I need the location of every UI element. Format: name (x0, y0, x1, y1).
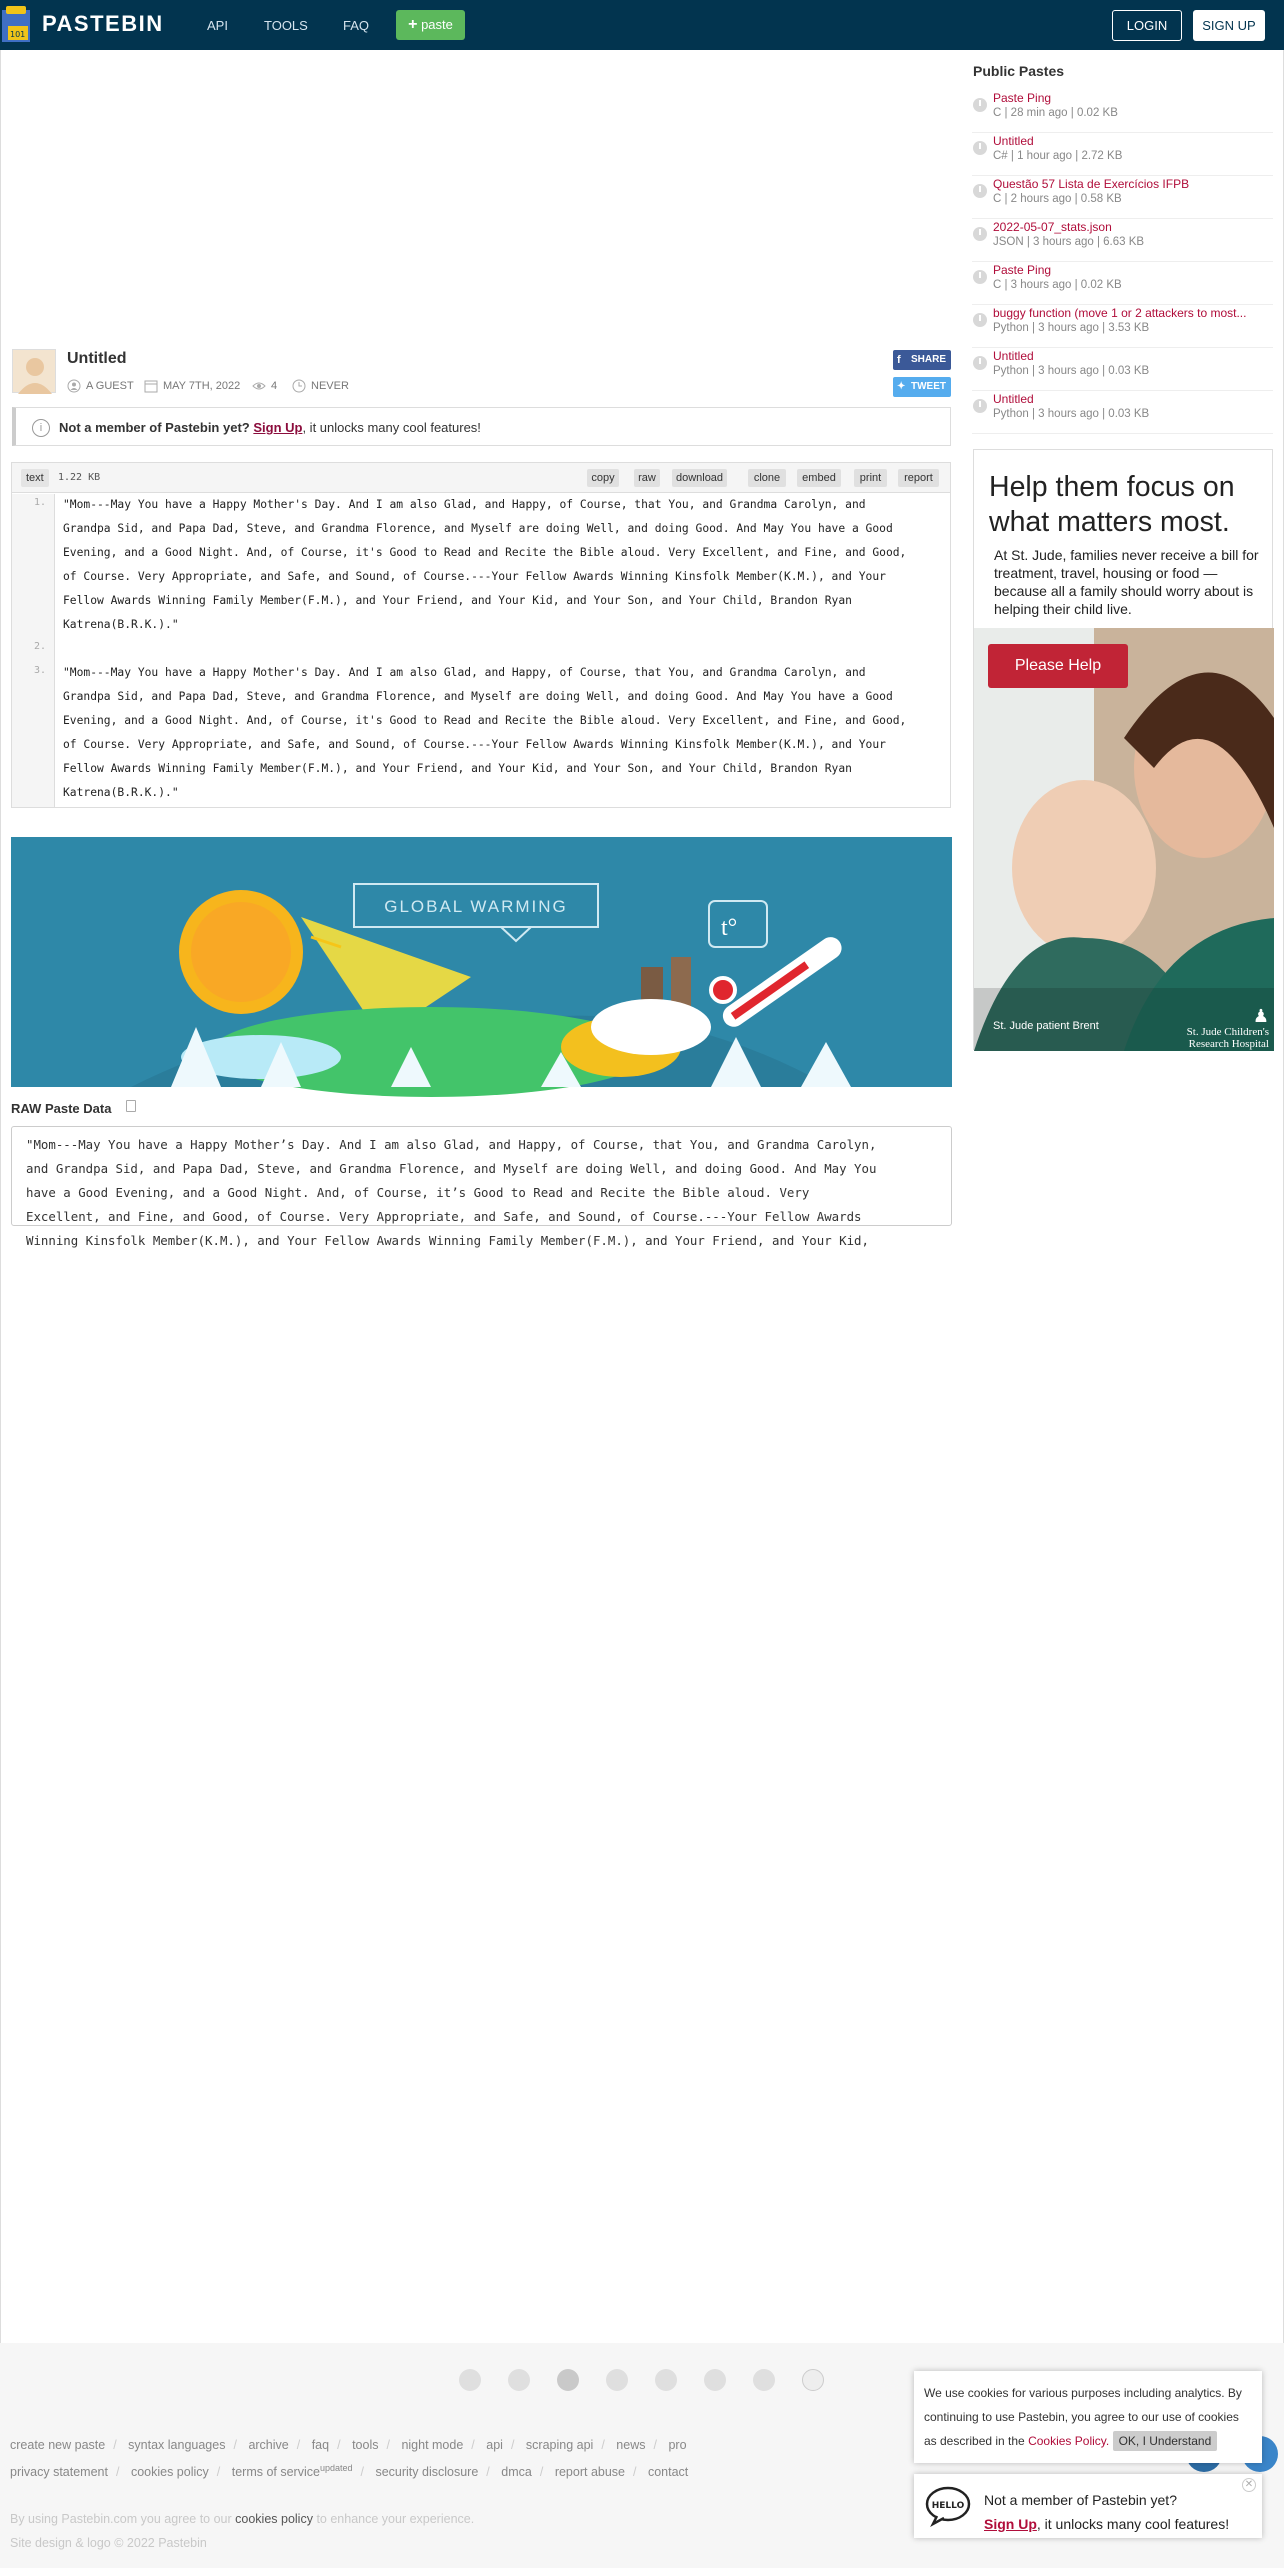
info-icon: i (32, 419, 50, 437)
footer-link[interactable]: news (616, 2438, 646, 2452)
meta-expire (292, 379, 349, 393)
clock-icon (973, 356, 987, 370)
public-paste-item[interactable] (972, 305, 1273, 348)
android-icon[interactable] (655, 2369, 677, 2391)
facebook-icon: f (897, 354, 901, 366)
st-jude-child-icon: ♟ (1252, 1006, 1269, 1026)
twitter-tweet-button[interactable] (893, 377, 951, 397)
facebook-share-button[interactable] (893, 350, 951, 370)
public-paste-item[interactable] (972, 262, 1273, 305)
nav-tools[interactable]: TOOLS (264, 18, 308, 33)
notice-rest: , it unlocks many cool features! (302, 420, 481, 435)
footer-link[interactable]: dmca (501, 2465, 532, 2480)
meta-author (67, 379, 134, 393)
svg-text:101: 101 (10, 30, 26, 39)
signup-button[interactable]: SIGN UP (1193, 10, 1265, 41)
footer-link[interactable]: privacy statement (10, 2465, 108, 2480)
public-paste-item[interactable] (972, 176, 1273, 219)
new-paste-button[interactable] (396, 10, 465, 40)
cookie-consent-popup (914, 2371, 1262, 2463)
share-label: SHARE (910, 354, 946, 365)
cookies-policy-link[interactable]: cookies policy (235, 2512, 313, 2526)
paste-button-label: paste (421, 17, 453, 32)
chrome-icon[interactable] (459, 2369, 481, 2391)
code-text: Katrena(B.R.K.)." (63, 618, 179, 631)
meta-date (144, 379, 240, 393)
embed-button[interactable]: embed (797, 469, 841, 487)
raw-line: "Mom---May You have a Happy Mother’s Day. And I am also Glad, and Happy, of Course, that You, and Grandma Carolyn, (26, 1137, 877, 1152)
promo-signup-link[interactable]: Sign Up (984, 2516, 1037, 2532)
raw-line: Excellent, and Fine, and Good, of Course. Very Appropriate, and Safe, and Sound, of Course.---Your Fellow Awards (26, 1209, 862, 1224)
notice-text (59, 420, 481, 435)
footer-copyright: Site design & logo © 2022 Pastebin (10, 2536, 207, 2550)
public-paste-meta: C | 2 hours ago | 0.58 KB (993, 193, 1122, 205)
logo-text[interactable]: PASTEBIN (42, 11, 164, 36)
ad-photo (974, 628, 1274, 1051)
global-warming-banner[interactable] (11, 837, 952, 1087)
promo-title: Not a member of Pastebin yet? (984, 2492, 1177, 2508)
footer-link[interactable]: cookies policy (130, 2465, 209, 2480)
code-text: Grandpa Sid, and Papa Dad, Steve, and Grandma Florence, and Myself are doing Well, and doing Good. And May You have a Good (63, 522, 893, 535)
code-text: "Mom---May You have a Happy Mother's Day. And I am also Glad, and Happy, of Course, that You, and Grandma Carolyn, and (63, 666, 866, 679)
public-paste-meta: C | 28 min ago | 0.02 KB (993, 107, 1118, 119)
global-warming-illustration (11, 837, 952, 1087)
user-icon (67, 379, 81, 393)
calendar-icon (144, 379, 158, 393)
report-button[interactable]: report (898, 469, 939, 487)
footer-link[interactable]: faq (311, 2438, 330, 2452)
author-name[interactable]: A GUEST (86, 380, 134, 392)
line-number: 3. (33, 665, 46, 676)
expire-value: NEVER (311, 380, 349, 392)
public-paste-meta: Python | 3 hours ago | 3.53 KB (993, 322, 1150, 334)
footer-link[interactable]: archive (248, 2438, 289, 2452)
raw-button[interactable]: raw (634, 469, 660, 487)
code-viewer (11, 462, 951, 808)
paste-title: Untitled (67, 350, 127, 367)
thermo-label: t° (721, 915, 738, 941)
code-text: "Mom---May You have a Happy Mother's Day. And I am also Glad, and Happy, of Course, that You, and Grandma Carolyn, and (63, 498, 866, 511)
clock-icon (973, 98, 987, 112)
raw-paste-textarea[interactable] (11, 1126, 952, 1248)
paste-size: 1.22 KB (58, 472, 101, 483)
raw-line: Winning Kinsfolk Member(K.M.), and Your Fellow Awards Winning Family Member(F.M.), and Your Friend, and Your Kid, (26, 1233, 869, 1248)
appstore-icon[interactable] (704, 2369, 726, 2391)
code-text: Evening, and a Good Night. And, of Course, it's Good to Read and Recite the Bible aloud. Very Excellent, and Fine, and Good, (63, 546, 907, 559)
public-paste-name[interactable]: Untitled (993, 134, 1034, 148)
footer-link[interactable]: contact (647, 2465, 689, 2480)
code-text: Katrena(B.R.K.)." (63, 786, 179, 799)
clock-icon (973, 141, 987, 155)
line-gutter (12, 494, 55, 807)
code-text: Fellow Awards Winning Family Member(F.M.), and Your Friend, and Your Kid, and Your Son, and Your Child, Brandon Ryan (63, 762, 852, 775)
code-text: Fellow Awards Winning Family Member(F.M.), and Your Friend, and Your Kid, and Your Son, and Your Child, Brandon Ryan (63, 594, 852, 607)
code-text: Grandpa Sid, and Papa Dad, Steve, and Grandma Florence, and Myself are doing Well, and doing Good. And May You have a Good (63, 690, 893, 703)
please-help-button[interactable]: Please Help (988, 644, 1128, 688)
raw-paste-title: RAW Paste Data (11, 1101, 112, 1116)
top-header (0, 0, 1284, 50)
meta-views (252, 379, 277, 393)
footer-link[interactable]: terms of service (231, 2465, 320, 2480)
tweet-label: TWEET (911, 381, 946, 392)
clock-icon (973, 184, 987, 198)
login-button[interactable]: LOGIN (1112, 10, 1182, 41)
notice-bold: Not a member of Pastebin yet? (59, 420, 250, 435)
public-paste-meta: Python | 3 hours ago | 0.03 KB (993, 365, 1150, 377)
footer-link[interactable]: syntax languages (128, 2438, 226, 2452)
footer-link[interactable]: report abuse (554, 2465, 625, 2480)
signup-promo-popup (914, 2474, 1262, 2538)
footer-cookies-note (10, 2512, 474, 2526)
paste-date: MAY 7TH, 2022 (163, 380, 241, 392)
logo-line: Research Hospital (1188, 1038, 1269, 1050)
close-icon[interactable]: ✕ (1242, 2478, 1256, 2492)
footer-link[interactable]: create new paste (10, 2438, 106, 2452)
note-text: By using Pastebin.com you agree to our (10, 2512, 232, 2526)
clock-icon (973, 399, 987, 413)
footer-link[interactable]: night mode (401, 2438, 464, 2452)
footer-links-row-1: create new paste / syntax languages / archive / faq / tools / night mode / api / scraping api / news / pro (10, 2438, 687, 2452)
code-line-1 (63, 493, 948, 637)
public-paste-name[interactable]: Untitled (993, 349, 1034, 363)
code-line-3 (63, 661, 948, 805)
footer-links-row-2: privacy statement / cookies policy / terms of service$^{updated}$ / security disclosure / dmca / report abuse / contact (10, 2463, 689, 2480)
code-toolbar (12, 463, 950, 493)
pastebin-logo-icon[interactable] (0, 4, 34, 46)
public-paste-name[interactable]: Paste Ping (993, 263, 1052, 277)
ad-caption: St. Jude patient Brent (993, 1020, 1099, 1032)
copy-icon[interactable] (126, 1100, 136, 1112)
footer-link[interactable]: security disclosure (375, 2465, 479, 2480)
banner-headline: GLOBAL WARMING (384, 897, 568, 916)
public-paste-meta: C# | 1 hour ago | 2.72 KB (993, 150, 1123, 162)
line-number: 2. (33, 641, 46, 652)
raw-line: and Grandpa Sid, and Papa Dad, Steve, and Grandma Florence, and Myself are doing Well, and doing Good. And May You (26, 1161, 877, 1176)
code-text: Evening, and a Good Night. And, of Course, it's Good to Read and Recite the Bible aloud. Very Excellent, and Fine, and Good, (63, 714, 907, 727)
st-jude-logo (1164, 1006, 1269, 1050)
public-paste-name[interactable]: buggy function (move 1 or 2 attackers to most... (993, 306, 1247, 320)
clone-button[interactable]: clone (748, 469, 786, 487)
twitter-bird-icon: ✦ (897, 381, 906, 392)
cookies-policy-link[interactable]: Cookies Policy. (1028, 2434, 1110, 2448)
promo-rest: , it unlocks many cool features! (1036, 2516, 1230, 2532)
public-paste-meta: Python | 3 hours ago | 0.03 KB (993, 408, 1150, 420)
clock-icon (292, 379, 306, 393)
view-count: 4 (271, 380, 278, 392)
logo-line: St. Jude Children's (1186, 1026, 1269, 1038)
footer-link[interactable]: api (486, 2438, 503, 2452)
svg-text:HELLO: HELLO (931, 2501, 965, 2511)
ios-icon[interactable] (557, 2369, 579, 2391)
cookie-ok-button[interactable]: OK, I Understand (1113, 2431, 1218, 2451)
windows-icon[interactable] (606, 2369, 628, 2391)
code-text: of Course. Very Appropriate, and Safe, and Sound, of Course.---Your Fellow Awards Winning Kinsfolk Member(K.M.), and Your (63, 738, 886, 751)
copy-button[interactable]: copy (587, 469, 619, 487)
cookie-text: We use cookies for various purposes including analytics. By continuing to use Pastebin, you agree to our use of cookies as described in the (924, 2386, 1242, 2448)
note-text: to enhance your experience. (316, 2512, 475, 2526)
public-paste-item[interactable] (972, 90, 1273, 133)
public-paste-meta: JSON | 3 hours ago | 6.63 KB (993, 236, 1145, 248)
clock-icon (973, 270, 987, 284)
public-paste-item[interactable] (972, 348, 1273, 391)
st-jude-ad[interactable] (973, 449, 1273, 1050)
ad-headline: Help them focus on what matters most. (989, 471, 1235, 538)
download-button[interactable]: download (672, 469, 727, 487)
public-paste-name[interactable]: Paste Ping (993, 91, 1052, 105)
clock-icon (973, 313, 987, 327)
public-paste-meta: C | 3 hours ago | 0.02 KB (993, 279, 1122, 291)
tos-updated-badge: updated (319, 2463, 353, 2473)
nav-api[interactable]: API (207, 18, 228, 33)
public-paste-name[interactable]: Untitled (993, 392, 1034, 406)
code-text: of Course. Very Appropriate, and Safe, and Sound, of Course.---Your Fellow Awards Winning Kinsfolk Member(K.M.), and Your (63, 570, 886, 583)
footer-link[interactable]: pro (668, 2438, 687, 2452)
macos-icon[interactable] (802, 2369, 824, 2391)
eye-icon (252, 379, 266, 393)
hello-speech-bubble-icon (925, 2486, 971, 2526)
public-paste-item[interactable] (972, 219, 1273, 262)
public-paste-item[interactable] (972, 133, 1273, 176)
member-notice (12, 407, 951, 446)
opera-icon[interactable] (753, 2369, 775, 2391)
guest-avatar (12, 349, 56, 393)
syntax-badge[interactable]: text (21, 469, 49, 487)
line-number: 1. (33, 497, 46, 508)
user-silhouette-icon (13, 350, 57, 394)
plus-icon: + (408, 16, 418, 33)
public-paste-name[interactable]: 2022-05-07_stats.json (993, 220, 1112, 234)
nav-faq[interactable]: FAQ (343, 18, 370, 33)
footer-link[interactable]: scraping api (525, 2438, 594, 2452)
firefox-icon[interactable] (508, 2369, 530, 2391)
notice-signup-link[interactable]: Sign Up (253, 420, 303, 435)
promo-text (984, 2516, 1229, 2532)
clock-icon (973, 227, 987, 241)
public-paste-name[interactable]: Questão 57 Lista de Exercícios IFPB (993, 177, 1190, 191)
public-pastes-title: Public Pastes (973, 63, 1065, 79)
print-button[interactable]: print (854, 469, 887, 487)
ad-body: At St. Jude, families never receive a bill for treatment, travel, housing or food — because all a family should worry about is helping their child live. (994, 547, 1259, 617)
public-paste-item[interactable] (972, 391, 1273, 434)
raw-line: have a Good Evening, and a Good Night. And, of Course, it’s Good to Read and Recite the Bible aloud. Very (26, 1185, 810, 1200)
footer-link[interactable]: tools (352, 2438, 379, 2452)
